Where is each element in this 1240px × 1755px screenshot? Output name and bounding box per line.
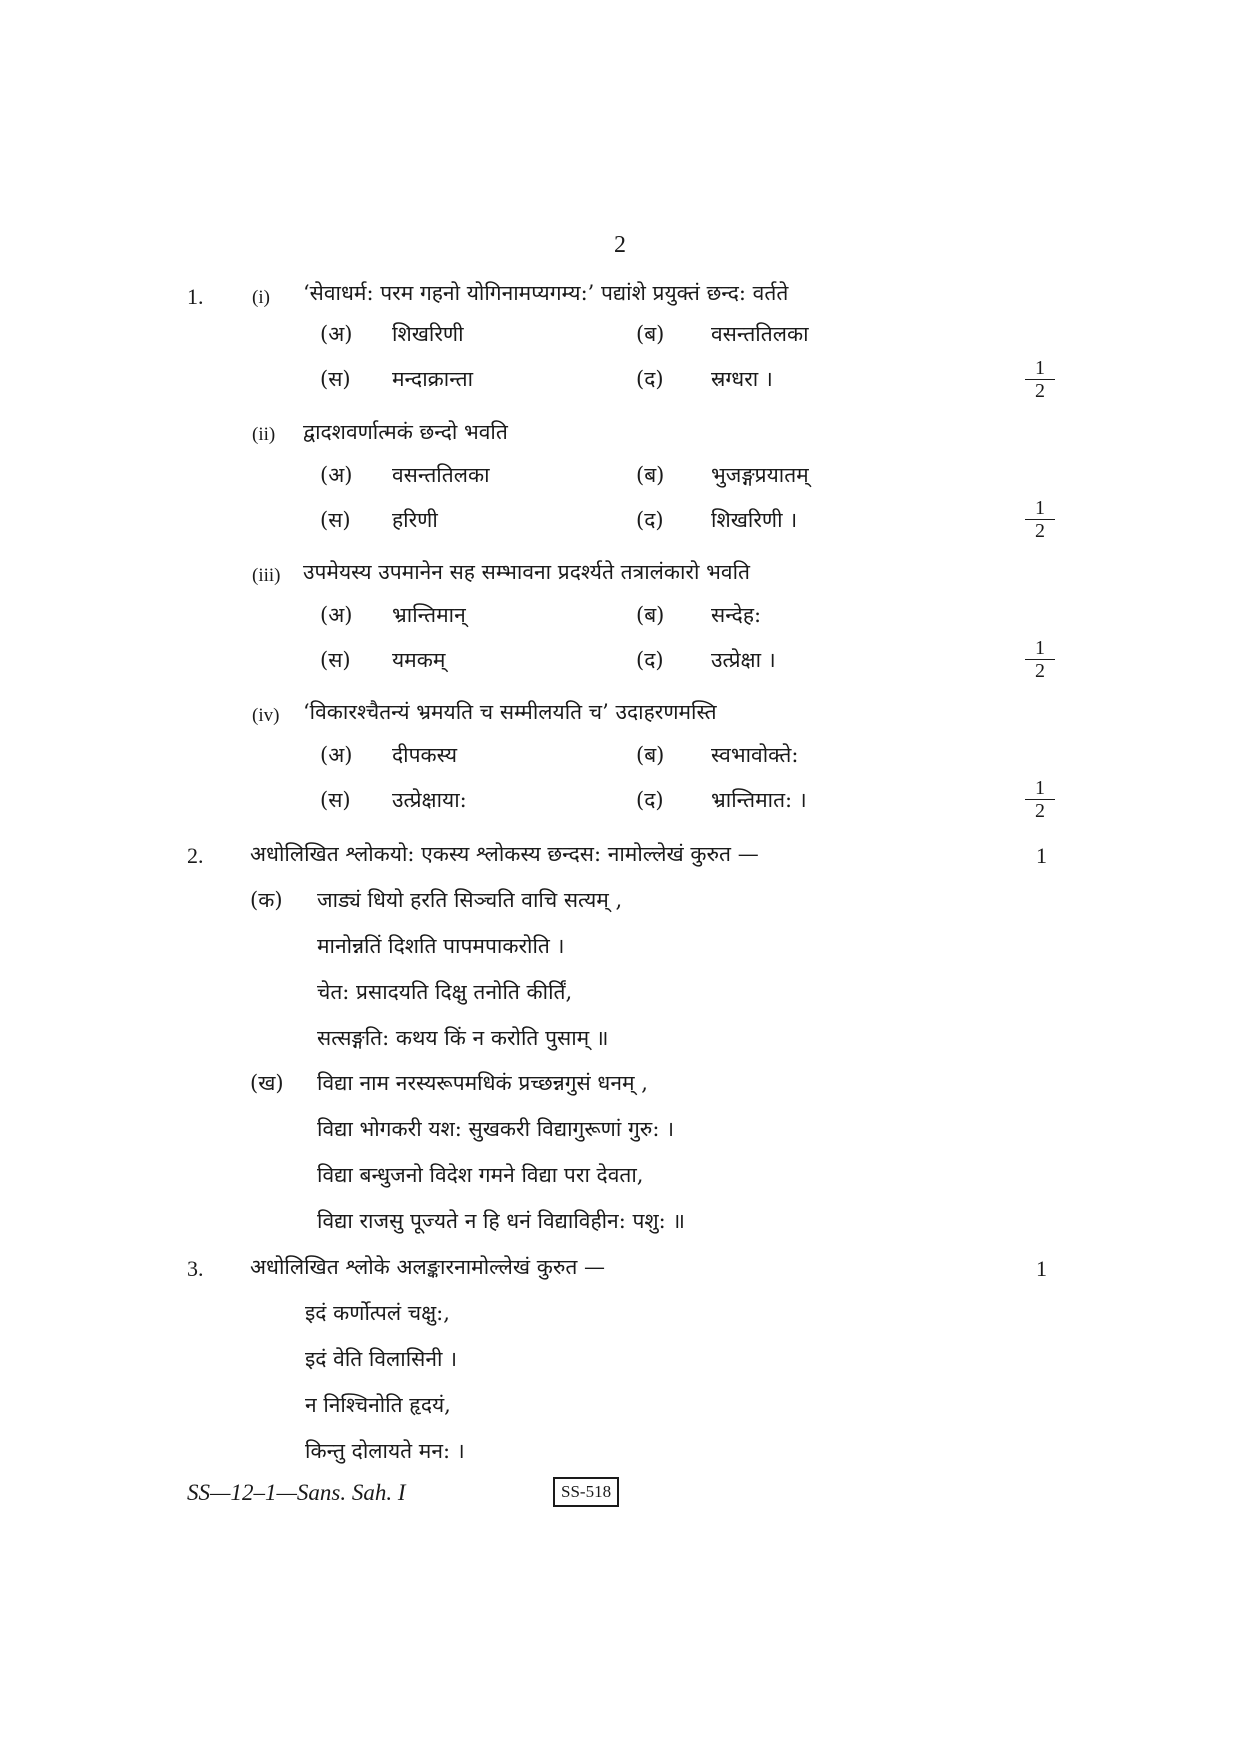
- verse-line: विद्या राजसु पूज्यते न हि धनं विद्याविहीन: पशु: ॥: [317, 1209, 685, 1233]
- option-label: (ब): [636, 603, 665, 627]
- option-label: (अ): [320, 322, 353, 346]
- question-2-marks: 1: [1036, 843, 1047, 868]
- option-text: स्वभावोक्ते:: [711, 743, 799, 767]
- question-3-stem: अधोलिखित श्लोके अलङ्कारनामोल्लेखं कुरुत —: [250, 1255, 606, 1279]
- option-label: (अ): [320, 743, 353, 767]
- part-label: (ii): [252, 424, 276, 445]
- option-text: सन्देह:: [711, 603, 762, 627]
- option-label: (ब): [636, 743, 665, 767]
- marks-denominator: 2: [1035, 800, 1045, 822]
- verse-line: जाड्यं धियो हरति सिञ्चति वाचि सत्यम् ,: [317, 888, 623, 912]
- option-text: मन्दाक्रान्ता: [392, 367, 474, 391]
- question-2-stem: अधोलिखित श्लोकयो: एकस्य श्लोकस्य छन्दस: नामोल्लेखं कुरुत —: [250, 842, 759, 866]
- verse-line: विद्या नाम नरस्यरूपमधिकं प्रच्छन्नगुसं धनम् ,: [317, 1071, 648, 1095]
- question-1-number: 1.: [187, 284, 204, 309]
- option-text: वसन्ततिलका: [711, 322, 809, 346]
- marks-denominator: 2: [1035, 380, 1045, 402]
- question-3-number: 3.: [187, 1256, 204, 1281]
- part-stem: ‘सेवाधर्म: परम गहनो योगिनामप्यगम्य:’ पद्यांशे प्रयुक्तं छन्द: वर्तते: [303, 281, 789, 305]
- verse-line: सत्सङ्गति: कथय किं न करोति पुसाम् ॥: [317, 1026, 609, 1050]
- part-label: (i): [252, 287, 270, 308]
- marks-numerator: 1: [1025, 778, 1055, 800]
- marks-numerator: 1: [1025, 358, 1055, 380]
- question-3-marks: 1: [1036, 1256, 1047, 1281]
- option-text: शिखरिणी: [392, 322, 464, 346]
- option-label: (अ): [320, 603, 353, 627]
- option-text: स्रग्धरा ।: [711, 367, 773, 391]
- option-label: (अ): [320, 463, 353, 487]
- verse-line: इदं कर्णोत्पलं चक्षु:,: [305, 1301, 450, 1325]
- option-text: हरिणी: [392, 508, 438, 532]
- paper-code: SS—12–1—Sans. Sah. I: [187, 1480, 406, 1505]
- option-label: (स): [320, 367, 351, 391]
- part-stem: ‘विकारश्चैतन्यं भ्रमयति च सम्मीलयति च’ उदाहरणमस्ति: [303, 700, 717, 724]
- marks-fraction: [1025, 358, 1055, 401]
- option-text: भ्रान्तिमात: ।: [711, 788, 807, 812]
- marks-fraction: [1025, 498, 1055, 541]
- option-text: उत्प्रेक्षाया:: [392, 788, 467, 812]
- verse-label: (क): [250, 888, 283, 912]
- marks-fraction: [1025, 638, 1055, 681]
- marks-denominator: 2: [1035, 520, 1045, 542]
- verse-line: इदं वेति विलासिनी ।: [305, 1347, 458, 1371]
- option-label: (द): [636, 648, 664, 672]
- option-label: (स): [320, 788, 351, 812]
- verse-line: किन्तु दोलायते मन: ।: [305, 1439, 465, 1463]
- option-label: (स): [320, 508, 351, 532]
- part-label: (iii): [252, 565, 281, 586]
- verse-line: न निश्चिनोति हृदयं,: [305, 1393, 451, 1417]
- option-label: (स): [320, 648, 351, 672]
- verse-label: (ख): [250, 1071, 284, 1095]
- part-stem: उपमेयस्य उपमानेन सह सम्भावना प्रदर्श्यते तत्रालंकारो भवति: [303, 560, 750, 584]
- option-text: उत्प्रेक्षा ।: [711, 648, 776, 672]
- option-text: यमकम्: [392, 648, 446, 672]
- part-label: (iv): [252, 705, 280, 726]
- question-2-number: 2.: [187, 843, 204, 868]
- option-text: भुजङ्गप्रयातम्: [711, 463, 809, 487]
- option-text: दीपकस्य: [392, 743, 457, 767]
- part-stem: द्वादशवर्णात्मकं छन्दो भवति: [303, 420, 508, 444]
- option-text: शिखरिणी ।: [711, 508, 798, 532]
- option-label: (द): [636, 508, 664, 532]
- paper-code-box: SS-518: [553, 1477, 619, 1507]
- verse-line: विद्या भोगकरी यश: सुखकरी विद्यागुरूणां गुरु: ।: [317, 1117, 675, 1141]
- marks-numerator: 1: [1025, 638, 1055, 660]
- marks-numerator: 1: [1025, 498, 1055, 520]
- option-label: (ब): [636, 463, 665, 487]
- option-label: (द): [636, 367, 664, 391]
- marks-fraction: [1025, 778, 1055, 821]
- marks-denominator: 2: [1035, 660, 1045, 682]
- page-number: 2: [614, 232, 626, 258]
- option-label: (ब): [636, 322, 665, 346]
- verse-line: मानोन्नतिं दिशति पापमपाकरोति ।: [317, 934, 565, 958]
- option-text: भ्रान्तिमान्: [392, 603, 466, 627]
- option-text: वसन्ततिलका: [392, 463, 490, 487]
- option-label: (द): [636, 788, 664, 812]
- verse-line: विद्या बन्धुजनो विदेश गमने विद्या परा देवता,: [317, 1163, 644, 1187]
- verse-line: चेत: प्रसादयति दिक्षु तनोति कीर्तिं,: [317, 980, 573, 1004]
